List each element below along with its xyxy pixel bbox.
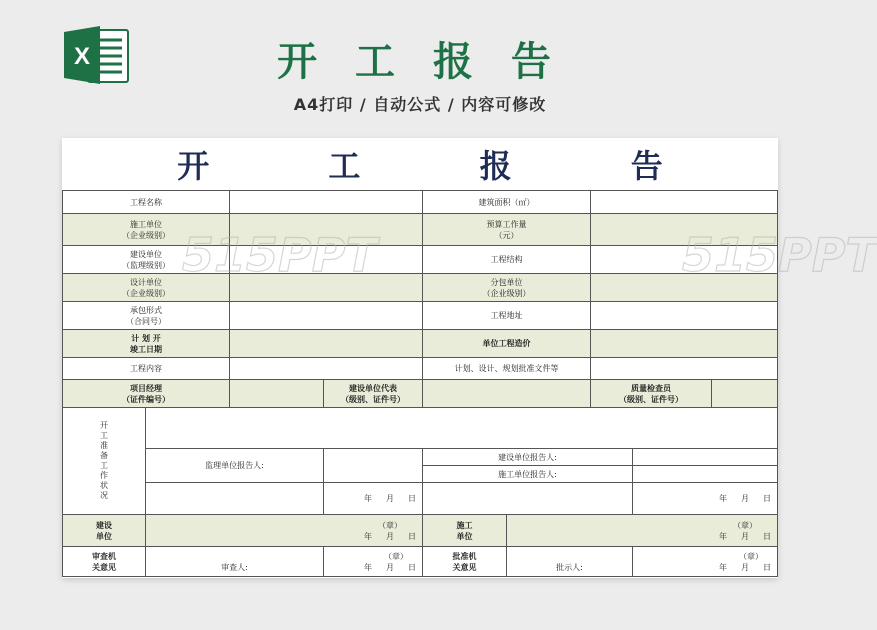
label-owner-rep: 建设单位代表 （级别、证件号） <box>324 380 423 408</box>
field-contract-form[interactable] <box>230 302 423 330</box>
label-schedule: 计 划 开 竣工日期 <box>62 330 230 358</box>
sheet-title: 开 工 报 告 <box>177 147 717 185</box>
label-construction-unit: 施工单位 （企业级别） <box>62 214 230 246</box>
watermark-right: 515PPT <box>682 228 877 282</box>
label-docs: 计划、设计、规划批准文件等 <box>423 358 591 380</box>
label-subcontract-unit: 分包单位 （企业级别） <box>423 274 591 302</box>
label-pm: 项目经理 （证件编号） <box>62 380 230 408</box>
report-sheet <box>62 138 877 578</box>
empty-cell <box>146 483 324 515</box>
empty-cell <box>423 483 633 515</box>
field-approve-date[interactable]: （章） 年 月 日 <box>633 547 778 577</box>
label-owner-unit: 建设 单位 <box>62 515 146 547</box>
label-qc: 质量检查员 （级别、证件号） <box>591 380 712 408</box>
label-prep-status: 开工准备工作状况 <box>62 408 146 515</box>
label-contractor-reporter: 施工单位报告人: <box>423 466 633 483</box>
date-supervisor: 年 月 日 <box>324 483 423 515</box>
label-project-name: 工程名称 <box>62 190 230 214</box>
field-pm[interactable] <box>230 380 324 408</box>
field-review-date[interactable]: （章） 年 月 日 <box>324 547 423 577</box>
field-contractor-unit[interactable]: （章） 年 月 日 <box>507 515 778 547</box>
field-owner-unit[interactable]: （章） 年 月 日 <box>146 515 423 547</box>
banner-subtitle: A4打印 / 自动公式 / 内容可修改 <box>293 95 547 114</box>
field-prep-status[interactable] <box>146 408 778 449</box>
label-unit-cost: 单位工程造价 <box>423 330 591 358</box>
label-budget-workload: 预算工作量 （元） <box>423 214 591 246</box>
field-address[interactable] <box>591 302 778 330</box>
field-owner-reporter[interactable] <box>633 449 778 466</box>
label-building-area: 建筑面积（㎡） <box>423 190 591 214</box>
label-reviewer: 审查人: <box>146 547 324 577</box>
field-contractor-reporter[interactable] <box>633 466 778 483</box>
svg-text:X: X <box>73 43 91 70</box>
field-owner-rep[interactable] <box>423 380 591 408</box>
label-contractor-unit: 施工 单位 <box>423 515 507 547</box>
label-review-org: 审查机 关意见 <box>62 547 146 577</box>
banner-title: 开 工 报 告 <box>277 39 563 85</box>
label-design-unit: 设计单位 （企业级别） <box>62 274 230 302</box>
label-approve-org: 批准机 关意见 <box>423 547 507 577</box>
field-qc[interactable] <box>712 380 778 408</box>
label-structure: 工程结构 <box>423 246 591 274</box>
label-owner-reporter: 建设单位报告人: <box>423 449 633 466</box>
field-unit-cost[interactable] <box>591 330 778 358</box>
field-docs[interactable] <box>591 358 778 380</box>
field-content[interactable] <box>230 358 423 380</box>
label-build-unit: 建设单位 （监理级别） <box>62 246 230 274</box>
label-address: 工程地址 <box>423 302 591 330</box>
label-approver: 批示人: <box>507 547 633 577</box>
date-owner-contractor: 年 月 日 <box>633 483 778 515</box>
label-supervisor-reporter: 监理单位报告人: <box>146 449 324 483</box>
field-project-name[interactable] <box>230 190 423 214</box>
field-building-area[interactable] <box>591 190 778 214</box>
watermark-left: 515PPT <box>182 228 377 282</box>
label-content: 工程内容 <box>62 358 230 380</box>
label-contract-form: 承包形式 （合同号） <box>62 302 230 330</box>
field-schedule[interactable] <box>230 330 423 358</box>
field-supervisor-reporter[interactable] <box>324 449 423 483</box>
